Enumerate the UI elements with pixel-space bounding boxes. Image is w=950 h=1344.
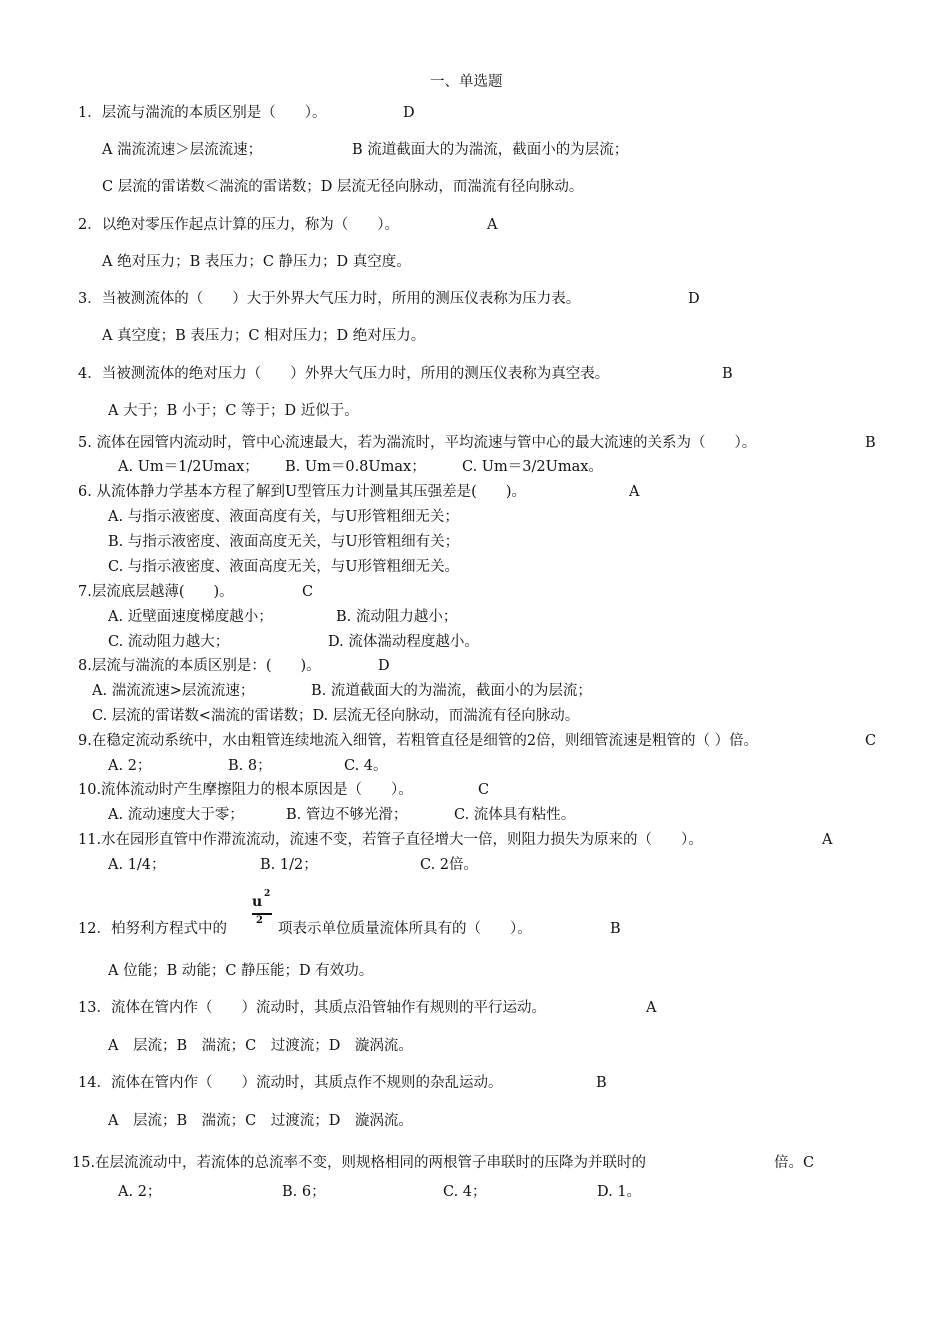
- question-12-suffix: 项表示单位质量流体所具有的（ ）。: [278, 921, 532, 937]
- answer-9: C: [865, 733, 877, 749]
- option-8a: A. 湍流流速>层流流速；: [92, 683, 255, 699]
- option-10a: A. 流动速度大于零；: [108, 807, 244, 823]
- option-8cd: C. 层流的雷诺数<湍流的雷诺数；D. 层流无径向脉动，而湍流有径向脉动。: [92, 708, 580, 724]
- option-7b: B. 流动阻力越小；: [336, 609, 458, 625]
- option-6b: B. 与指示液密度、液面高度无关，与U形管粗细有关；: [108, 534, 460, 550]
- option-7c: C. 流动阻力越大；: [108, 634, 230, 650]
- option-7d: D. 流体湍动程度越小。: [328, 634, 479, 650]
- question-13: 13．流体在管内作（ ）流动时，其质点沿管轴作有规则的平行运动。: [78, 1000, 546, 1016]
- answer-3: D: [688, 291, 700, 307]
- option-10b: B. 管边不够光滑；: [286, 807, 408, 823]
- answer-7: C: [302, 584, 314, 600]
- answer-15: 倍。C: [774, 1155, 815, 1171]
- question-14: 14．流体在管内作（ ）流动时，其质点作不规则的杂乱运动。: [78, 1075, 503, 1091]
- option-11b: B. 1/2；: [260, 857, 318, 873]
- option-9c: C. 4。: [344, 758, 388, 774]
- option-5b: B. Um＝0.8Umax；: [285, 459, 426, 475]
- answer-1: D: [403, 105, 415, 121]
- option-3: A 真空度；B 表压力；C 相对压力；D 绝对压力。: [102, 328, 426, 344]
- formula-numerator: u: [252, 894, 263, 910]
- answer-4: B: [722, 366, 733, 382]
- question-3: 3．当被测流体的（ ）大于外界大气压力时，所用的测压仪表称为压力表。: [78, 291, 581, 307]
- question-2: 2．以绝对零压作起点计算的压力，称为（ ）。: [78, 217, 399, 233]
- velocity-head-formula: [252, 889, 274, 934]
- option-1b: B 流道截面大的为湍流，截面小的为层流；: [352, 142, 629, 158]
- question-8: 8.层流与湍流的本质区别是：( )。: [78, 658, 321, 674]
- question-11: 11.水在园形直管中作滞流流动，流速不变，若管子直径增大一倍，则阻力损失为原来的（ ）。: [78, 832, 703, 848]
- option-15c: C. 4；: [443, 1184, 487, 1200]
- question-6: 6. 从流体静力学基本方程了解到U型管压力计测量其压强差是( )。: [78, 484, 526, 500]
- option-7a: A. 近壁面速度梯度越小；: [108, 609, 273, 625]
- option-6a: A. 与指示液密度、液面高度有关，与U形管粗细无关；: [108, 509, 459, 525]
- option-5c: C. Um＝3/2Umax。: [462, 459, 603, 475]
- option-1a: A 湍流流速＞层流流速；: [102, 142, 263, 158]
- option-12: A 位能；B 动能；C 静压能；D 有效功。: [108, 963, 374, 979]
- option-11a: A. 1/4；: [108, 857, 166, 873]
- question-9: 9.在稳定流动系统中，水由粗管连续地流入细管，若粗管直径是细管的2倍，则细管流速是粗管的（ ）倍。: [78, 733, 759, 749]
- answer-14: B: [596, 1075, 607, 1091]
- option-4: A 大于；B 小于；C 等于；D 近似于。: [108, 403, 359, 419]
- question-15: 15.在层流流动中，若流体的总流率不变，则规格相同的两根管子串联时的压降为并联时的: [72, 1155, 647, 1171]
- option-15d: D. 1。: [597, 1184, 642, 1200]
- answer-12: B: [610, 921, 621, 937]
- question-4: 4．当被测流体的绝对压力（ ）外界大气压力时，所用的测压仪表称为真空表。: [78, 366, 610, 382]
- question-1: 1．层流与湍流的本质区别是（ ）。: [78, 105, 327, 121]
- option-15a: A. 2；: [118, 1184, 162, 1200]
- answer-13: A: [646, 1000, 657, 1016]
- question-10: 10.流体流动时产生摩擦阻力的根本原因是（ ）。: [78, 782, 413, 798]
- option-6c: C. 与指示液密度、液面高度无关，与U形管粗细无关。: [108, 559, 460, 575]
- option-14: A 层流；B 湍流；C 过渡流；D 漩涡流。: [108, 1113, 413, 1129]
- answer-2: A: [487, 217, 498, 233]
- formula-denominator: 2: [256, 915, 263, 926]
- answer-8: D: [378, 658, 390, 674]
- option-5a: A. Um＝1/2Umax；: [118, 459, 259, 475]
- answer-6: A: [629, 484, 640, 500]
- question-5: 5. 流体在园管内流动时，管中心流速最大，若为湍流时，平均流速与管中心的最大流速的关系为（ ）。: [78, 435, 757, 451]
- option-9a: A. 2；: [108, 758, 152, 774]
- option-8b: B. 流道截面大的为湍流，截面小的为层流；: [311, 683, 592, 699]
- option-2: A 绝对压力；B 表压力；C 静压力；D 真空度。: [102, 254, 411, 270]
- option-1cd: C 层流的雷诺数＜湍流的雷诺数；D 层流无径向脉动，而湍流有径向脉动。: [102, 179, 584, 195]
- answer-11: A: [822, 832, 833, 848]
- option-10c: C. 流体具有粘性。: [454, 807, 576, 823]
- option-15b: B. 6；: [282, 1184, 326, 1200]
- question-7: 7.层流底层越薄( )。: [78, 584, 234, 600]
- option-13: A 层流；B 湍流；C 过渡流；D 漩涡流。: [108, 1038, 413, 1054]
- answer-10: C: [478, 782, 490, 798]
- option-11c: C. 2倍。: [420, 857, 479, 873]
- section-title: 一、单选题: [430, 74, 503, 90]
- option-9b: B. 8；: [228, 758, 272, 774]
- question-12-prefix: 12．柏努利方程式中的: [78, 921, 227, 937]
- answer-5: B: [865, 435, 876, 451]
- formula-exponent: 2: [264, 889, 271, 899]
